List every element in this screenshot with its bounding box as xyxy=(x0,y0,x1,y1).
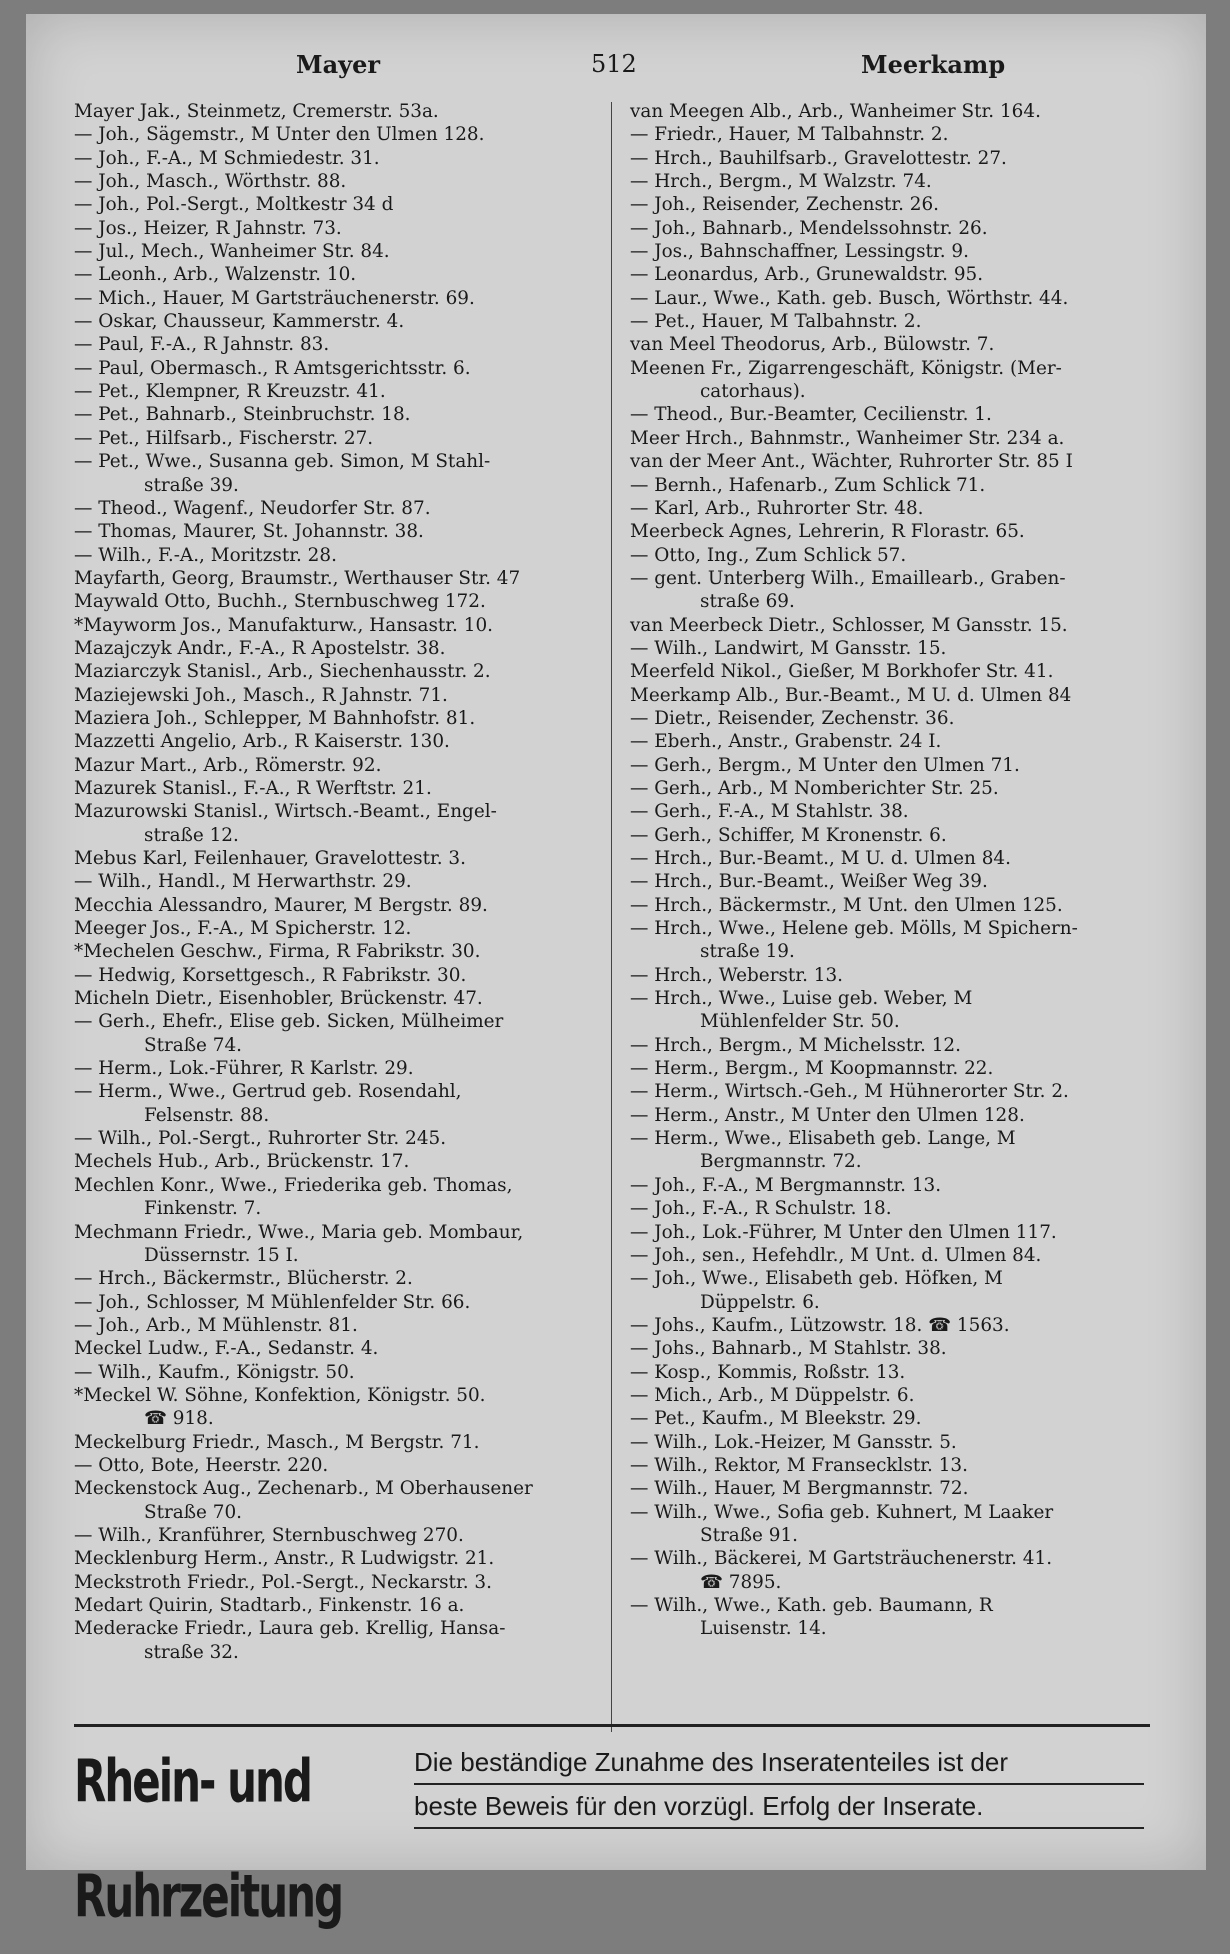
directory-entry: — Wilh., Hauer, M Bergmannstr. 72. xyxy=(630,1478,969,1500)
directory-entry: — Oskar, Chausseur, Kammerstr. 4. xyxy=(74,311,405,333)
directory-entry: — Hrch., Bur.-Beamt., Weißer Weg 39. xyxy=(630,871,988,893)
directory-entry: — Herm., Lok.-Führer, R Karlstr. 29. xyxy=(74,1058,414,1080)
directory-entry: — Pet., Hilfsarb., Fischerstr. 27. xyxy=(74,427,374,449)
directory-entry: — Pet., Klempner, R Kreuzstr. 41. xyxy=(74,381,386,403)
directory-entry: van Meerbeck Dietr., Schlosser, M Gansstr. 15. xyxy=(630,614,1068,636)
directory-entry: — Friedr., Hauer, M Talbahnstr. 2. xyxy=(630,124,949,146)
directory-entry: — Joh., Masch., Wörthstr. 88. xyxy=(74,171,347,193)
directory-entry: Meckel Ludw., F.-A., Sedanstr. 4. xyxy=(74,1338,379,1360)
directory-entry: — Wilh., Kaufm., Königstr. 50. xyxy=(74,1361,355,1383)
directory-entry: — Joh., Schlosser, M Mühlenfelder Str. 66. xyxy=(74,1291,471,1313)
directory-entry: — Hedwig, Korsettgesch., R Fabrikstr. 30. xyxy=(74,964,467,986)
directory-entry: Meckstroth Friedr., Pol.-Sergt., Neckarstr. 3. xyxy=(74,1571,492,1593)
directory-entry: — Hrch., Bergm., M Walzstr. 74. xyxy=(630,171,932,193)
directory-entry: — Theod., Wagenf., Neudorfer Str. 87. xyxy=(74,497,431,519)
header-right-keyword: Meerkamp xyxy=(861,50,1006,79)
directory-entry: — Hrch., Bauhilfsarb., Gravelottestr. 27. xyxy=(630,147,1007,169)
directory-entry: — Hrch., Wwe., Luise geb. Weber, M xyxy=(630,988,973,1010)
directory-entry: — Gerh., F.-A., M Stahlstr. 38. xyxy=(630,801,909,823)
directory-entry: Maziejewski Joh., Masch., R Jahnstr. 71. xyxy=(74,684,448,706)
directory-entry: Finkenstr. 7. xyxy=(144,1198,262,1220)
ad-text xyxy=(414,1741,1144,1829)
directory-entry: — Joh., Arb., M Mühlenstr. 81. xyxy=(74,1314,358,1336)
directory-entry: Meeger Jos., F.-A., M Spicherstr. 12. xyxy=(74,918,412,940)
directory-entry: Mederacke Friedr., Laura geb. Krellig, Hansa- xyxy=(74,1618,506,1640)
directory-entry: Mebus Karl, Feilenhauer, Gravelottestr. 3. xyxy=(74,848,466,869)
directory-entry: *Mayworm Jos., Manufakturw., Hansastr. 10. xyxy=(74,614,493,636)
directory-entry: — Joh., F.-A., M Schmiedestr. 31. xyxy=(74,147,380,169)
left-column xyxy=(74,100,614,1664)
directory-entry: — Thomas, Maurer, St. Johannstr. 38. xyxy=(74,521,424,543)
page-number: 512 xyxy=(591,50,637,78)
directory-entry: straße 12. xyxy=(144,824,239,846)
directory-entry: Felsenstr. 88. xyxy=(144,1104,270,1126)
directory-entry: — Gerh., Ehefr., Elise geb. Sicken, Mülheimer xyxy=(74,1011,504,1033)
directory-entry: — Mich., Hauer, M Gartsträuchenerstr. 69. xyxy=(74,287,475,309)
directory-entry: straße 69. xyxy=(700,591,795,613)
directory-entry: — Kosp., Kommis, Roßstr. 13. xyxy=(630,1361,906,1383)
directory-entry: Straße 91. xyxy=(700,1524,799,1546)
directory-entry: Mecklenburg Herm., Anstr., R Ludwigstr. 21. xyxy=(74,1548,495,1570)
header-left-keyword: Mayer xyxy=(296,50,380,79)
directory-entry: — Herm., Wwe., Elisabeth geb. Lange, M xyxy=(630,1128,1016,1150)
ad-title: Rhein- und Ruhrzeitung xyxy=(74,1747,343,1931)
directory-entry: — Wilh., Kranführer, Sternbuschweg 270. xyxy=(74,1524,464,1546)
directory-entry: Meenen Fr., Zigarrengeschäft, Königstr. (Mer- xyxy=(630,357,1062,379)
directory-entry: — Hrch., Bäckermstr., Blücherstr. 2. xyxy=(74,1268,413,1290)
directory-entry: Luisenstr. 14. xyxy=(700,1618,827,1640)
directory-page xyxy=(26,14,1206,1931)
directory-entry: Mazzetti Angelio, Arb., R Kaiserstr. 130. xyxy=(74,731,450,753)
directory-entry: Meerfeld Nikol., Gießer, M Borkhofer Str. 41. xyxy=(630,661,1054,683)
directory-entry: — Hrch., Bäckermstr., M Unt. den Ulmen 125. xyxy=(630,894,1063,916)
directory-entry: — Herm., Bergm., M Koopmannstr. 22. xyxy=(630,1058,994,1080)
directory-entry: ☎ 918. xyxy=(144,1408,214,1430)
directory-entry: Meckenstock Aug., Zechenarb., M Oberhausener xyxy=(74,1478,533,1500)
directory-entry: Maziera Joh., Schlepper, M Bahnhofstr. 81. xyxy=(74,707,476,729)
directory-entry: Düppelstr. 6. xyxy=(700,1291,820,1313)
directory-entry: — Joh., Pol.-Sergt., Moltkestr 34 d xyxy=(74,194,394,216)
directory-entry: — Theod., Bur.-Beamter, Cecilienstr. 1. xyxy=(630,404,992,426)
directory-entry: Mechmann Friedr., Wwe., Maria geb. Mombaur, xyxy=(74,1221,524,1243)
page-header xyxy=(86,50,1146,90)
directory-entry: — Jos., Heizer, R Jahnstr. 73. xyxy=(74,217,342,239)
directory-entry: — Hrch., Bur.-Beamt., M U. d. Ulmen 84. xyxy=(630,848,1011,869)
directory-entry: Mechels Hub., Arb., Brückenstr. 17. xyxy=(74,1151,410,1173)
directory-entry: — Wilh., Handl., M Herwarthstr. 29. xyxy=(74,871,412,893)
directory-entry: — Otto, Ing., Zum Schlick 57. xyxy=(630,544,907,566)
directory-entry: Mazajczyk Andr., F.-A., R Apostelstr. 38. xyxy=(74,637,446,659)
directory-entry: — Pet., Wwe., Susanna geb. Simon, M Stahl- xyxy=(74,451,491,473)
directory-entry: *Meckel W. Söhne, Konfektion, Königstr. 50. xyxy=(74,1384,486,1406)
directory-entry: — Paul, Obermasch., R Amtsgerichtsstr. 6. xyxy=(74,357,471,379)
directory-entry: — Gerh., Bergm., M Unter den Ulmen 71. xyxy=(630,754,1020,776)
directory-entry: straße 32. xyxy=(144,1641,239,1663)
directory-entry: — Hrch., Bergm., M Michelsstr. 12. xyxy=(630,1034,961,1056)
directory-entry: Micheln Dietr., Eisenhobler, Brückenstr. 47. xyxy=(74,988,483,1010)
directory-entry: — Wilh., Lok.-Heizer, M Gansstr. 5. xyxy=(630,1431,957,1453)
directory-entry: Bergmannstr. 72. xyxy=(700,1151,862,1173)
directory-entry: — Johs., Bahnarb., M Stahlstr. 38. xyxy=(630,1338,947,1360)
directory-entry: — Jul., Mech., Wanheimer Str. 84. xyxy=(74,241,390,263)
directory-entry: Maywald Otto, Buchh., Sternbuschweg 172. xyxy=(74,591,486,613)
directory-entry: — Joh., Bahnarb., Mendelssohnstr. 26. xyxy=(630,217,988,239)
directory-entry: Meerkamp Alb., Bur.-Beamt., M U. d. Ulmen 84 xyxy=(630,684,1072,706)
directory-entry: Mecchia Alessandro, Maurer, M Bergstr. 89. xyxy=(74,894,488,916)
directory-entry: — Joh., Reisender, Zechenstr. 26. xyxy=(630,194,940,216)
directory-entry: Mazurek Stanisl., F.-A., R Werftstr. 21. xyxy=(74,777,432,799)
directory-entry: van Meegen Alb., Arb., Wanheimer Str. 164. xyxy=(630,101,1041,122)
directory-entry: — Leonardus, Arb., Grunewaldstr. 95. xyxy=(630,264,984,286)
directory-entry: — Laur., Wwe., Kath. geb. Busch, Wörthstr. 44. xyxy=(630,287,1069,309)
directory-entry: catorhaus). xyxy=(700,381,806,403)
directory-entry: — Hrch., Wwe., Helene geb. Mölls, M Spichern- xyxy=(630,918,1078,940)
directory-entry: — Herm., Wwe., Gertrud geb. Rosendahl, xyxy=(74,1081,462,1103)
directory-entry: — Wilh., Landwirt, M Gansstr. 15. xyxy=(630,637,947,659)
directory-entry: Meckelburg Friedr., Masch., M Bergstr. 71. xyxy=(74,1431,480,1453)
directory-entry: — Eberh., Anstr., Grabenstr. 24 I. xyxy=(630,731,942,753)
directory-entry: — Joh., F.-A., M Bergmannstr. 13. xyxy=(630,1174,942,1196)
directory-entry: — Mich., Arb., M Düppelstr. 6. xyxy=(630,1384,915,1406)
directory-entry: — Otto, Bote, Heerstr. 220. xyxy=(74,1454,329,1476)
directory-entry: — Wilh., Rektor, M Fransecklstr. 13. xyxy=(630,1454,968,1476)
directory-entry: Mayer Jak., Steinmetz, Cremerstr. 53a. xyxy=(74,101,439,122)
directory-entry: Straße 74. xyxy=(144,1034,243,1056)
directory-entry: Mazurowski Stanisl., Wirtsch.-Beamt., Engel- xyxy=(74,801,497,823)
directory-entry: — Johs., Kaufm., Lützowstr. 18. ☎ 1563. xyxy=(630,1314,1010,1336)
directory-entry: — Herm., Anstr., M Unter den Ulmen 128. xyxy=(630,1104,1025,1126)
column-divider xyxy=(611,102,612,1732)
directory-entry: — Joh., sen., Hefehdlr., M Unt. d. Ulmen 84. xyxy=(630,1244,1042,1266)
directory-entry: — Pet., Kaufm., M Bleekstr. 29. xyxy=(630,1408,922,1430)
directory-entry: straße 19. xyxy=(700,941,795,963)
directory-entry: — Joh., Lok.-Führer, M Unter den Ulmen 117. xyxy=(630,1221,1057,1243)
directory-entry: *Mechelen Geschw., Firma, R Fabrikstr. 30. xyxy=(74,941,481,963)
directory-entry: — gent. Unterberg Wilh., Emaillearb., Graben- xyxy=(630,567,1066,589)
directory-entry: ☎ 7895. xyxy=(700,1571,782,1593)
ad-line-1: Die beständige Zunahme des Inseratenteiles ist der xyxy=(414,1741,1144,1785)
directory-entry: Meer Hrch., Bahnmstr., Wanheimer Str. 234 a. xyxy=(630,427,1065,449)
right-column xyxy=(630,100,1170,1641)
directory-entry: — Herm., Wirtsch.-Geh., M Hühnerorter Str. 2. xyxy=(630,1081,1069,1103)
directory-entry: — Joh., Wwe., Elisabeth geb. Höfken, M xyxy=(630,1268,1003,1290)
directory-entry: — Paul, F.-A., R Jahnstr. 83. xyxy=(74,334,330,356)
directory-entry: — Wilh., F.-A., Moritzstr. 28. xyxy=(74,544,337,566)
advertisement xyxy=(74,1724,1150,1931)
directory-entry: — Pet., Bahnarb., Steinbruchstr. 18. xyxy=(74,404,411,426)
ad-line-2: beste Beweis für den vorzügl. Erfolg der Inserate. xyxy=(414,1785,1144,1829)
directory-entry: Mayfarth, Georg, Braumstr., Werthauser Str. 47 xyxy=(74,567,521,589)
directory-entry: Maziarczyk Stanisl., Arb., Siechenhausstr. 2. xyxy=(74,661,491,683)
directory-entry: van Meel Theodorus, Arb., Bülowstr. 7. xyxy=(630,334,995,356)
directory-entry: Düssernstr. 15 I. xyxy=(144,1244,299,1266)
directory-entry: — Jos., Bahnschaffner, Lessingstr. 9. xyxy=(630,241,969,263)
directory-entry: — Hrch., Weberstr. 13. xyxy=(630,964,844,986)
directory-entry: — Pet., Hauer, M Talbahnstr. 2. xyxy=(630,311,922,333)
directory-entry: Medart Quirin, Stadtarb., Finkenstr. 16 a. xyxy=(74,1595,465,1616)
directory-entry: — Joh., Sägemstr., M Unter den Ulmen 128. xyxy=(74,124,485,146)
directory-entry: straße 39. xyxy=(144,474,239,496)
directory-entry: Mazur Mart., Arb., Römerstr. 92. xyxy=(74,754,382,776)
directory-entry: — Wilh., Pol.-Sergt., Ruhrorter Str. 245. xyxy=(74,1128,447,1150)
directory-entry: van der Meer Ant., Wächter, Ruhrorter Str. 85 I xyxy=(630,451,1073,473)
directory-entry: — Joh., F.-A., R Schulstr. 18. xyxy=(630,1198,892,1220)
directory-entry: — Dietr., Reisender, Zechenstr. 36. xyxy=(630,707,955,729)
directory-entry: — Bernh., Hafenarb., Zum Schlick 71. xyxy=(630,474,986,496)
directory-entry: Straße 70. xyxy=(144,1501,243,1523)
directory-entry: — Gerh., Arb., M Nomberichter Str. 25. xyxy=(630,777,999,799)
directory-entry: — Wilh., Wwe., Sofia geb. Kuhnert, M Laaker xyxy=(630,1501,1054,1523)
directory-entry: — Gerh., Schiffer, M Kronenstr. 6. xyxy=(630,824,947,846)
directory-entry: — Karl, Arb., Ruhrorter Str. 48. xyxy=(630,497,924,519)
directory-entry: — Wilh., Wwe., Kath. geb. Baumann, R xyxy=(630,1595,993,1616)
directory-entry: Meerbeck Agnes, Lehrerin, R Florastr. 65. xyxy=(630,521,1025,543)
directory-entry: Mechlen Konr., Wwe., Friederika geb. Thomas, xyxy=(74,1174,513,1196)
directory-entry: Mühlenfelder Str. 50. xyxy=(700,1011,900,1033)
directory-entry: — Leonh., Arb., Walzenstr. 10. xyxy=(74,264,357,286)
directory-entry: — Wilh., Bäckerei, M Gartsträuchenerstr. 41. xyxy=(630,1548,1053,1570)
